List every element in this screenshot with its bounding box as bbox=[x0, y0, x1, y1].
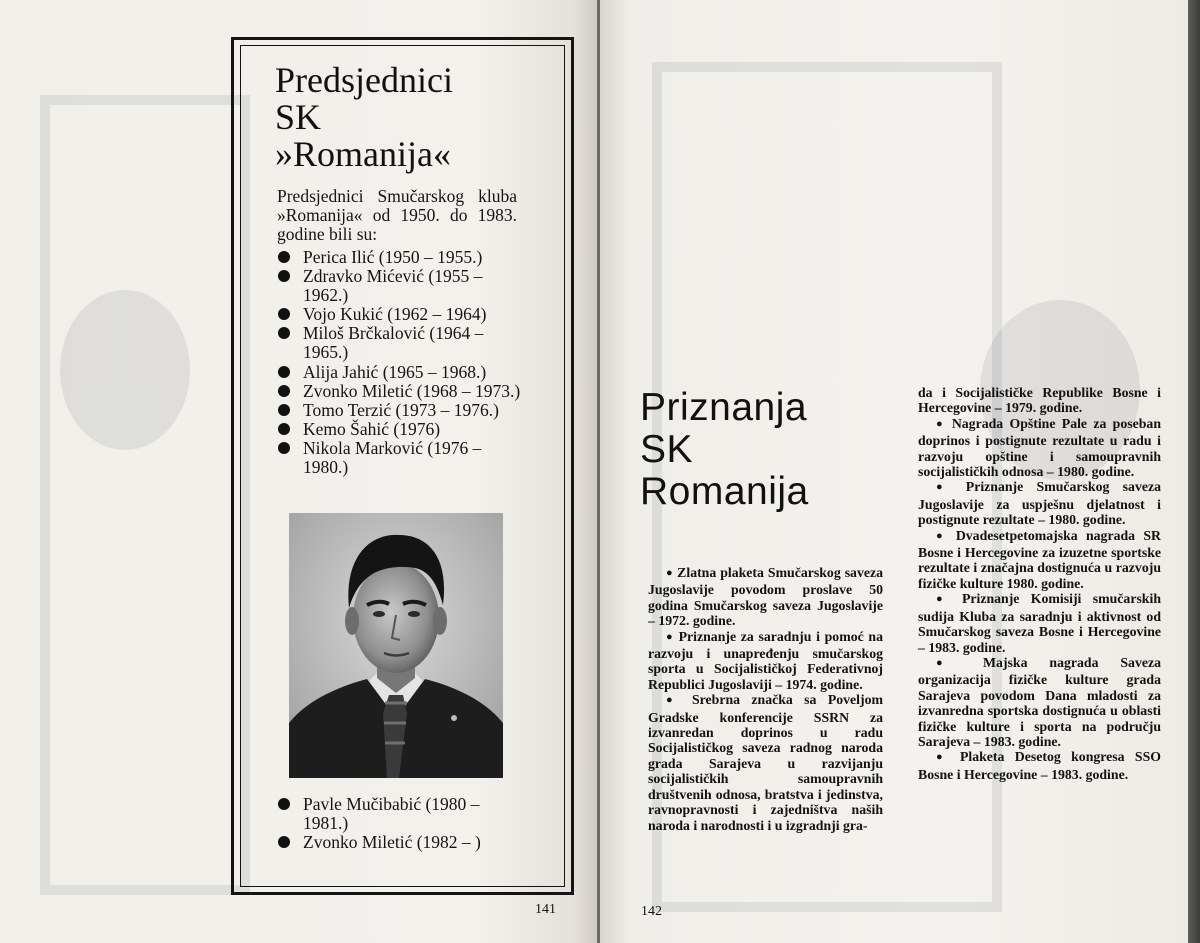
president-entry: Vojo Kukić (1962 – 1964) bbox=[303, 304, 487, 325]
president-entry: Tomo Terzić (1973 – 1976.) bbox=[303, 399, 500, 420]
portrait-photo bbox=[289, 513, 503, 778]
president-entry: Nikola Marković (1976 – 1980.) bbox=[303, 437, 482, 478]
award-text: Majska nagrada Saveza organizacija fizičke kulture grada Sarajeva povodom Dana mladosti za izvanredna sportska dostignuća u oblasti fizičke kulture i sporta na području Sarajeva – 1983. godine. bbox=[918, 654, 1161, 749]
award-text: Dvadesetpetomajska nagrada SR Bosne i Hercegovine za izuzetne sportske rezultate i značajna dostignuća u razvoju fizičke kulture 1980. godine. bbox=[918, 527, 1161, 591]
bullet-icon: ● bbox=[936, 751, 950, 764]
bullet-icon bbox=[278, 366, 290, 378]
list-item bbox=[277, 324, 522, 362]
bullet-icon: ● bbox=[666, 694, 681, 707]
bullet-icon bbox=[278, 308, 290, 320]
title-line: Romanija bbox=[640, 470, 809, 513]
title-line: Priznanja bbox=[640, 386, 808, 429]
president-entry: Kemo Šahić (1976) bbox=[303, 418, 441, 439]
bleed-through-photo bbox=[60, 290, 190, 450]
award-paragraph bbox=[918, 749, 1161, 782]
title-line: SK bbox=[275, 97, 322, 137]
president-entry: Alija Jahić (1965 – 1968.) bbox=[303, 361, 487, 382]
award-text: Nagrada Opštine Pale za poseban doprinos i postignute rezultate u radu i razvoju opštine i samoupravnih socijalističkih odnosa – 1980. godine. bbox=[918, 415, 1161, 480]
bullet-icon bbox=[278, 442, 290, 454]
bullet-icon bbox=[278, 404, 290, 416]
bullet-icon bbox=[278, 270, 290, 282]
title-line: SK bbox=[640, 428, 694, 471]
bullet-icon: ● bbox=[936, 593, 951, 606]
award-paragraph bbox=[918, 655, 1161, 749]
bullet-icon: ● bbox=[666, 567, 674, 579]
president-entry: Zvonko Miletić (1968 – 1973.) bbox=[303, 380, 521, 401]
president-entry: Miloš Brčkalović (1964 – 1965.) bbox=[303, 323, 484, 363]
award-paragraph bbox=[918, 416, 1161, 480]
award-paragraph bbox=[918, 479, 1161, 527]
award-text: Priznanje Smučarskog saveza Jugoslavije za uspješnu djelatnost i postignute rezultate – 1980. godine. bbox=[918, 479, 1161, 528]
list-item bbox=[277, 833, 522, 852]
awards-column-right bbox=[918, 385, 1161, 782]
title-line: »Romanija« bbox=[275, 134, 451, 174]
president-entry: Perica Ilić (1950 – 1955.) bbox=[303, 247, 483, 267]
list-item bbox=[277, 401, 522, 420]
award-paragraph bbox=[918, 591, 1161, 655]
list-item bbox=[277, 795, 522, 833]
award-continuation: da i Socijalističke Republike Bosne i Hercegovine – 1979. godine. bbox=[918, 385, 1161, 416]
list-item bbox=[277, 439, 522, 477]
bullet-icon bbox=[278, 798, 290, 810]
award-text: Priznanje Komisiji smučarskih sudija Kluba za saradnju i aktivnost od Smučarskog saveza Bosne i Hercegovine – 1983. godine. bbox=[918, 591, 1161, 655]
page-number: 141 bbox=[535, 902, 556, 917]
bullet-icon bbox=[278, 836, 290, 848]
award-text: Plaketa Desetog kongresa SSO Bosne i Hercegovine – 1983. godine. bbox=[918, 749, 1161, 782]
president-entry: Pavle Mučibabić (1980 – 1981.) bbox=[303, 794, 480, 834]
title-line: Predsjednici bbox=[275, 60, 453, 100]
presidents-list-continued bbox=[277, 795, 522, 852]
list-item bbox=[277, 267, 522, 305]
page-number: 142 bbox=[641, 904, 662, 919]
right-page-title bbox=[640, 387, 809, 513]
bullet-icon: ● bbox=[936, 529, 948, 542]
award-paragraph bbox=[648, 629, 883, 693]
left-page-title bbox=[275, 62, 453, 173]
bullet-icon: ● bbox=[936, 417, 946, 430]
bullet-icon bbox=[278, 251, 290, 263]
award-text: Srebrna značka sa Poveljom Gradske konferencije SSRN za izvanredan doprinos u radu Socijalističkog saveza radnog naroda grada Sarajeva u razvijanju socijalističkih samoupravnih društvenih odnosa, bratstva i jedinstva, ravnopravnosti i zajedništva naših naroda i narodnosti i u izgradnji gra- bbox=[648, 692, 884, 833]
list-item bbox=[277, 382, 522, 401]
book-edge bbox=[1188, 0, 1200, 943]
award-text: Priznanje za saradnju i pomoć na razvoju i unapređenju smučarskog sporta u Socijalističkoj Federativnoj Republici Jugoslaviji – 1974. godine. bbox=[648, 628, 883, 692]
list-item bbox=[277, 363, 522, 382]
list-item bbox=[277, 420, 522, 439]
intro-paragraph: Predsjednici Smučarskog kluba »Romanija« od 1950. do 1983. godine bili su: bbox=[277, 186, 517, 244]
award-paragraph bbox=[648, 565, 883, 629]
bullet-icon bbox=[278, 385, 290, 397]
bullet-icon bbox=[278, 327, 290, 339]
list-item bbox=[277, 305, 522, 324]
bleed-through-frame bbox=[40, 95, 250, 895]
president-entry: Zvonko Miletić (1982 – ) bbox=[303, 832, 481, 853]
bullet-icon: ● bbox=[936, 481, 953, 494]
presidents-list bbox=[277, 248, 522, 477]
president-entry: Zdravko Mićević (1955 – 1962.) bbox=[303, 266, 483, 306]
awards-column-left bbox=[648, 565, 883, 833]
bullet-icon bbox=[278, 423, 290, 435]
bullet-icon: ● bbox=[936, 656, 962, 669]
award-paragraph bbox=[648, 692, 883, 833]
award-text: Zlatna plaketa Smučarskog saveza Jugoslavije povodom proslave 50 godina Smučarskog saveza Jugoslavije – 1972. godine. bbox=[648, 565, 884, 629]
bullet-icon: ● bbox=[666, 630, 674, 643]
award-paragraph bbox=[918, 528, 1161, 592]
list-item bbox=[277, 248, 522, 267]
